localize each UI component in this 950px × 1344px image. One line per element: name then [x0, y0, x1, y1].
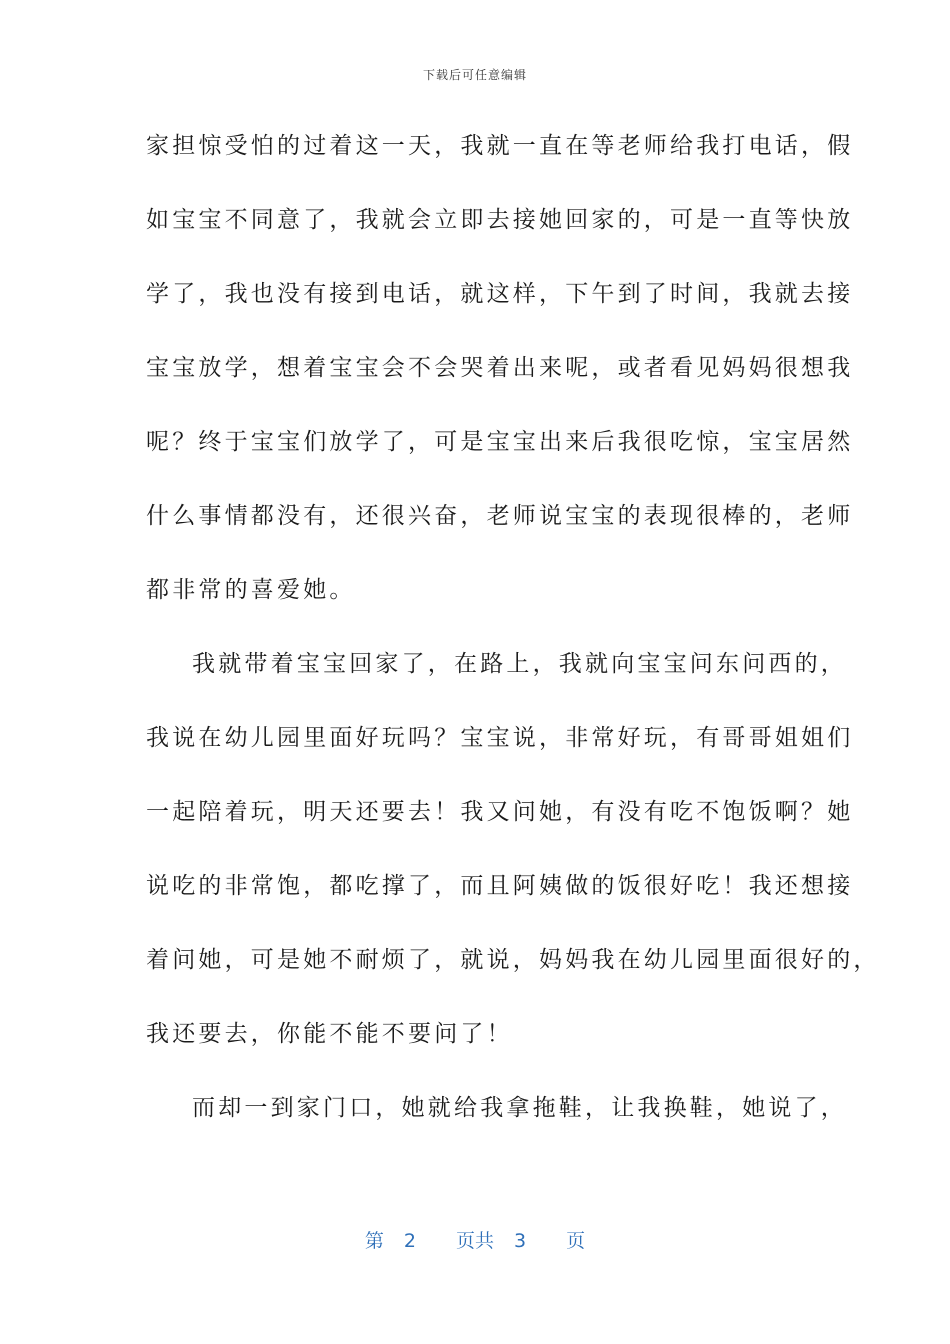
header-note: 下载后可任意编辑	[422, 68, 527, 82]
text-line: 说吃的非常饱，都吃撑了，而且阿姨做的饭很好吃！我还想接	[146, 873, 854, 899]
text-line: 家担惊受怕的过着这一天，我就一直在等老师给我打电话，假	[146, 133, 854, 159]
document-body	[146, 120, 880, 1156]
total-page-number: 3	[514, 1230, 527, 1252]
text-line: 我还要去，你能不能不要问了！	[146, 1021, 513, 1047]
text-line: 一起陪着玩，明天还要去！我又问她，有没有吃不饱饭啊？她	[146, 799, 854, 825]
footer-middle: 页共	[455, 1230, 494, 1252]
text-line: 宝宝放学，想着宝宝会不会哭着出来呢，或者看见妈妈很想我	[146, 355, 854, 381]
text-line: 都非常的喜爱她。	[146, 577, 356, 603]
footer-prefix: 第	[364, 1230, 384, 1252]
footer-suffix: 页	[566, 1230, 586, 1252]
text-line: 着问她，可是她不耐烦了，就说，妈妈我在幼儿园里面很好的，	[146, 947, 880, 973]
paragraph-start-line: 我就带着宝宝回家了，在路上，我就向宝宝问东问西的，	[192, 651, 847, 677]
text-line: 我说在幼儿园里面好玩吗？宝宝说，非常好玩，有哥哥姐姐们	[146, 725, 854, 751]
current-page-number: 2	[403, 1230, 416, 1252]
text-line: 呢？终于宝宝们放学了，可是宝宝出来后我很吃惊，宝宝居然	[146, 429, 854, 455]
text-line: 如宝宝不同意了，我就会立即去接她回家的，可是一直等快放	[146, 207, 854, 233]
text-line: 什么事情都没有，还很兴奋，老师说宝宝的表现很棒的，老师	[146, 503, 854, 529]
text-line: 学了，我也没有接到电话，就这样，下午到了时间，我就去接	[146, 281, 854, 307]
page-number-footer	[0, 1226, 950, 1253]
paragraph-start-line: 而却一到家门口，她就给我拿拖鞋，让我换鞋，她说了，	[192, 1095, 847, 1121]
